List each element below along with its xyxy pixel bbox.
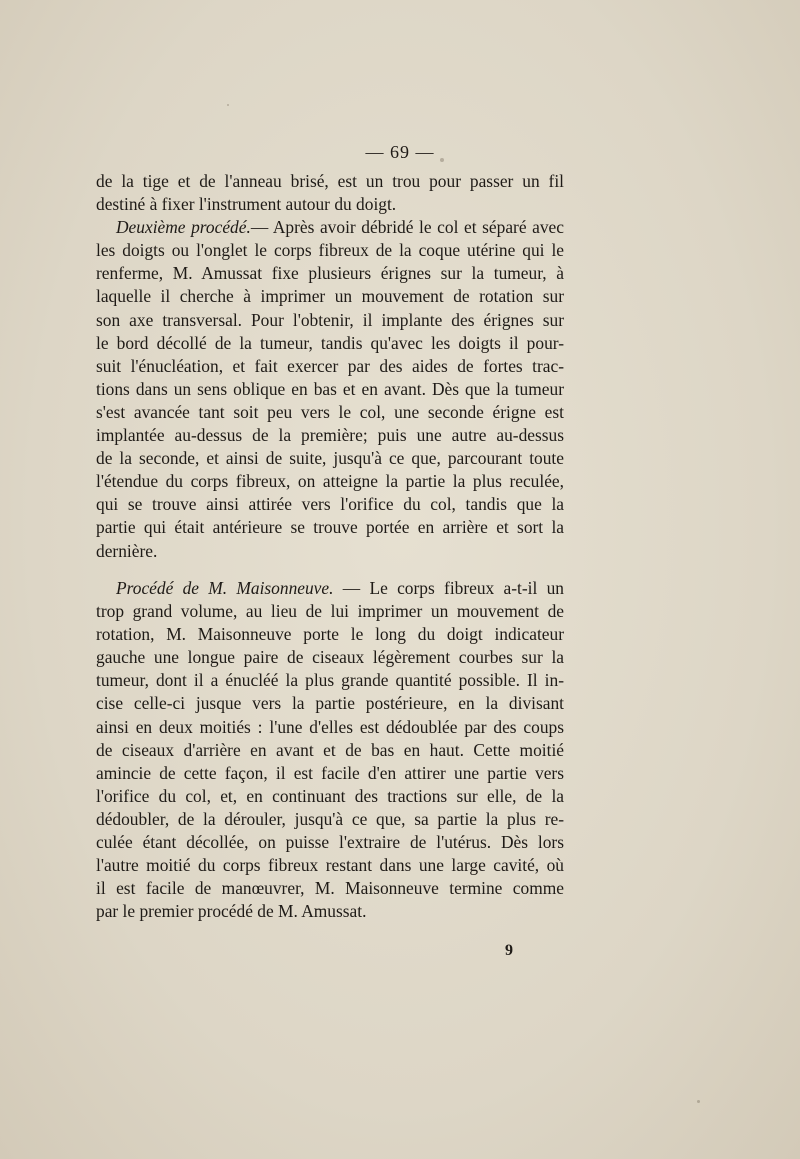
section-heading-maisonneuve: Procédé de M. Maisonneuve. (116, 578, 334, 598)
text-line: l'étendue du corps fibreux, on atteigne la partie la plus reculée, (96, 471, 564, 492)
text-line: gauche une longue paire de ciseaux légèrement courbes sur la (96, 647, 564, 668)
text-line: trop grand volume, au lieu de lui imprimer un mouvement de (96, 601, 564, 622)
section-heading-deuxieme-procede: Deuxième procédé. (116, 217, 251, 238)
text-line: son axe transversal. Pour l'obtenir, il implante des érignes sur (96, 309, 564, 330)
text-line: de la tige et de l'anneau brisé, est un trou pour passer un fil (96, 171, 564, 191)
text-line: dédoubler, de la dérouler, jusqu'à ce que, sa partie la plus re- (96, 808, 564, 829)
text-line: le bord décollé de la tumeur, tandis qu'avec les doigts il pour- (96, 332, 564, 353)
text-line: tumeur, dont il a énucléé la plus grande quantité possible. Il in- (96, 670, 564, 691)
text-line: laquelle il cherche à imprimer un mouvement de rotation sur (96, 286, 564, 307)
text-line (96, 577, 564, 600)
paragraph-maisonneuve-procedure (96, 577, 564, 923)
text-line-rest: — Après avoir débridé le col et séparé avec (250, 217, 564, 238)
paper-speck (440, 158, 444, 162)
text-line: suit l'énucléation, et fait exercer par des aides de fortes trac- (96, 355, 564, 376)
text-line: dernière. (96, 540, 158, 561)
text-line: l'orifice du col, et, en continuant des tractions sur elle, de la (96, 785, 564, 806)
text-line: de la seconde, et ainsi de suite, jusqu'à ce que, parcourant toute (96, 448, 564, 469)
text-line: destiné à fixer l'instrument autour du doigt. (96, 194, 397, 215)
text-line: s'est avancée tant soit peu vers le col, une seconde érigne est (96, 401, 564, 422)
paragraph-first-procedure (96, 170, 564, 563)
text-line: tions dans un sens oblique en bas et en avant. Dès que la tumeur (96, 378, 564, 399)
text-line: ainsi en deux moitiés : l'une d'elles est dédoublée par des coups (96, 716, 564, 737)
text-line: par le premier procédé de M. Amussat. (96, 901, 367, 922)
text-line: l'autre moitié du corps fibreux restant dans une large cavité, où (96, 855, 564, 876)
text-line: implantée au-dessus de la première; puis une autre au-dessus (96, 425, 564, 446)
text-line-rest: — Le corps fibreux a-t-il un (342, 578, 564, 598)
text-line: les doigts ou l'onglet le corps fibreux de la coque utérine qui le (96, 240, 564, 261)
text-line: rotation, M. Maisonneuve porte le long du doigt indicateur (96, 624, 564, 645)
text-line: de ciseaux d'arrière en avant et de bas en haut. Cette moitié (96, 739, 564, 760)
page-number: — 69 — (365, 142, 435, 162)
text-line: cise celle-ci jusque vers la partie postérieure, en la divisant (96, 693, 564, 714)
text-line: culée étant décollée, on puisse l'extraire de l'utérus. Dès lors (96, 832, 564, 853)
paper-speck (697, 1100, 700, 1103)
text-line: renferme, M. Amussat fixe plusieurs érignes sur la tumeur, à (96, 263, 564, 284)
text-line: il est facile de manœuvrer, M. Maisonneuve termine comme (96, 878, 564, 899)
signature-mark: 9 (505, 942, 513, 959)
text-line: amincie de cette façon, il est facile d'en attirer une partie vers (96, 762, 564, 783)
text-line: qui se trouve ainsi attirée vers l'orifice du col, tandis que la (96, 494, 564, 515)
paper-speck (227, 104, 229, 106)
text-line (96, 216, 564, 239)
text-line: partie qui était antérieure se trouve portée en arrière et sort la (96, 517, 564, 538)
